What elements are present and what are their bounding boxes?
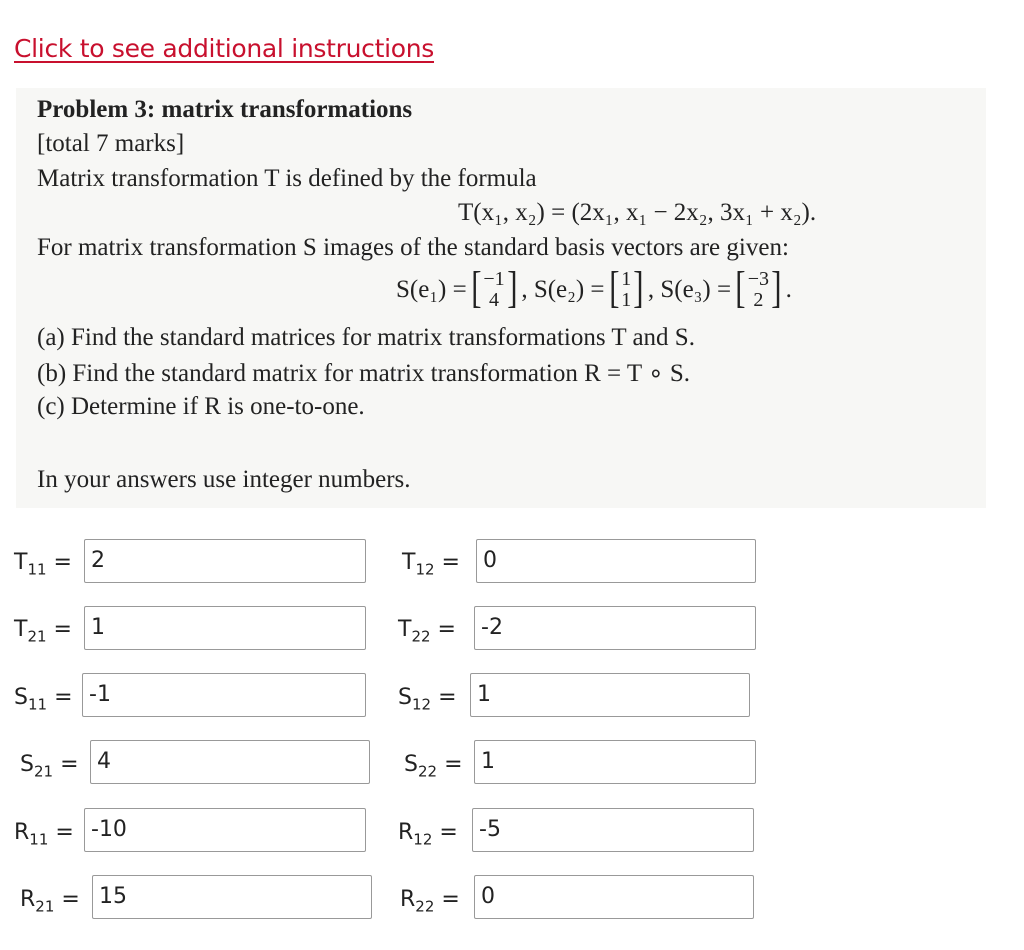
t12-label: $T_{12}$ = (402, 550, 460, 579)
r22-label: $R_{22}$ = (400, 887, 460, 916)
r11-label: $R_{11}$ = (14, 820, 74, 849)
s-image-3-label: S(e₃) = (660, 276, 732, 303)
t22-label: $T_{22}$ = (398, 617, 456, 646)
r21-input[interactable]: 15 (92, 875, 372, 919)
s-image-3-sep: . (785, 276, 792, 303)
part-c: (c) Determine if R is one-to-one. (37, 393, 365, 420)
r11-input[interactable]: -10 (84, 808, 366, 852)
t22-input[interactable]: -2 (474, 606, 756, 650)
r12-input[interactable]: -5 (472, 808, 754, 852)
s12-input[interactable]: 1 (470, 673, 750, 717)
integer-note: In your answers use integer numbers. (37, 466, 411, 493)
additional-instructions-link[interactable]: Click to see additional instructions (14, 34, 434, 63)
s21-label: $S_{21}$ = (20, 752, 79, 781)
s-image-1-bottom: 4 (489, 289, 500, 311)
s-image-1-vector: [ −1 4 ] (470, 263, 518, 312)
s-image-2-label: S(e₂) = (533, 276, 605, 303)
s-image-3-bottom: 2 (753, 289, 764, 311)
part-b: (b) Find the standard matrix for matrix transformation R = T ∘ S. (37, 360, 691, 387)
s-image-1-sep: , (521, 276, 528, 303)
s-image-3-top: −3 (747, 268, 769, 290)
part-a: (a) Find the standard matrices for matrix transformations T and S. (37, 324, 695, 351)
problem-statement-image (16, 88, 986, 508)
problem-title: Problem 3: matrix transformations (37, 96, 413, 123)
s-image-2-bottom: 1 (621, 289, 632, 311)
t21-input[interactable]: 1 (84, 606, 366, 650)
s-image-2-sep: , (647, 276, 655, 303)
s-image-2-top: 1 (621, 268, 632, 290)
problem-intro: Matrix transformation T is defined by the formula (37, 165, 537, 192)
s-image-2-vector: [ 1 1 ] (608, 263, 644, 312)
s-image-1-top: −1 (483, 268, 505, 290)
s11-input[interactable]: -1 (82, 673, 366, 717)
s22-label: $S_{22}$ = (404, 752, 463, 781)
r12-label: $R_{12}$ = (398, 820, 458, 849)
s21-input[interactable]: 4 (90, 740, 370, 784)
s11-label: $S_{11}$ = (14, 685, 73, 714)
t21-label: $T_{21}$ = (14, 617, 72, 646)
problem-marks: [total 7 marks] (37, 130, 185, 157)
s-image-1-label: S(e₁) = (396, 276, 467, 303)
t12-input[interactable]: 0 (476, 539, 756, 583)
s-images (396, 263, 792, 312)
t11-label: $T_{11}$ = (14, 550, 72, 579)
s12-label: $S_{12}$ = (398, 685, 457, 714)
t-formula: T(x₁, x₂) = (2x₁, x₁ − 2x₂, 3x₁ + x₂). (458, 199, 817, 226)
r22-input[interactable]: 0 (474, 875, 754, 919)
t11-input[interactable]: 2 (84, 539, 366, 583)
r21-label: $R_{21}$ = (20, 887, 80, 916)
s22-input[interactable]: 1 (474, 740, 756, 784)
s-intro: For matrix transformation S images of the standard basis vectors are given: (37, 234, 789, 261)
s-image-3-vector: [ −3 2 ] (735, 263, 782, 312)
